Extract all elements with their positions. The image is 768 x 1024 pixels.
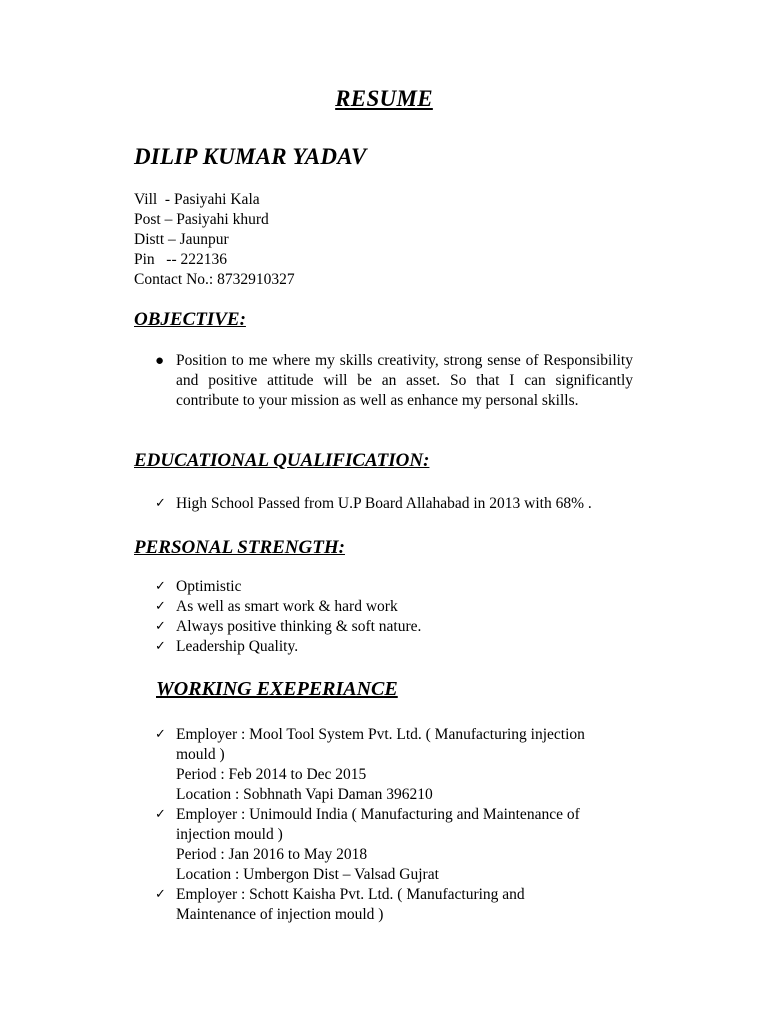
checkmark-icon: ✓	[155, 727, 166, 742]
address-post: Post – Pasiyahi khurd	[134, 211, 269, 228]
strength-list	[155, 577, 421, 657]
strength-item: Leadership Quality.	[176, 638, 299, 655]
education-list	[155, 494, 592, 514]
objective-text: Position to me where my skills creativity, strong sense of Responsibility and positive attitude will be an asset. So that I can significantly contribute to your mission as well as enhance my personal skills.	[176, 352, 633, 409]
employer-line-cont: mould )	[176, 746, 225, 763]
checkmark-icon: ✓	[155, 887, 166, 902]
employer-line-cont: injection mould )	[176, 826, 283, 843]
checkmark-icon: ✓	[155, 579, 166, 594]
period-line: Period : Feb 2014 to Dec 2015	[176, 766, 367, 783]
location-line: Location : Umbergon Dist – Valsad Gujrat	[176, 866, 439, 883]
strength-item: Always positive thinking & soft nature.	[176, 618, 422, 635]
experience-list	[155, 725, 625, 925]
list-item	[155, 597, 421, 617]
address-contact: Contact No.: 8732910327	[134, 271, 295, 288]
checkmark-icon: ✓	[155, 496, 166, 511]
list-item	[155, 885, 625, 925]
experience-heading: WORKING EXEPERIANCE	[156, 678, 398, 700]
objective-heading: OBJECTIVE:	[134, 309, 246, 330]
strength-heading: PERSONAL STRENGTH:	[134, 537, 345, 558]
strength-item: Optimistic	[176, 578, 242, 595]
checkmark-icon: ✓	[155, 807, 166, 822]
period-line: Period : Jan 2016 to May 2018	[176, 846, 368, 863]
address-district: Distt – Jaunpur	[134, 231, 229, 248]
list-item	[155, 805, 625, 885]
candidate-name: DILIP KUMAR YADAV	[134, 144, 367, 169]
checkmark-icon: ✓	[155, 619, 166, 634]
document-title: RESUME	[335, 86, 433, 111]
employer-line: Employer : Mool Tool System Pvt. Ltd. ( Manufacturing injection	[176, 726, 585, 743]
list-item	[155, 577, 421, 597]
list-item	[155, 637, 421, 657]
checkmark-icon: ✓	[155, 599, 166, 614]
round-bullet-icon: ●	[155, 353, 165, 369]
employer-line: Employer : Schott Kaisha Pvt. Ltd. ( Manufacturing and	[176, 886, 525, 903]
list-item	[155, 617, 421, 637]
strength-item: As well as smart work & hard work	[176, 598, 398, 615]
education-heading: EDUCATIONAL QUALIFICATION:	[134, 450, 430, 471]
list-item	[155, 494, 592, 514]
checkmark-icon: ✓	[155, 639, 166, 654]
location-line: Location : Sobhnath Vapi Daman 396210	[176, 786, 433, 803]
list-item	[155, 725, 625, 805]
employer-line: Employer : Unimould India ( Manufacturing and Maintenance of	[176, 806, 580, 823]
employer-line-cont: Maintenance of injection mould )	[176, 906, 384, 923]
address-pin: Pin -- 222136	[134, 251, 227, 268]
address-village: Vill - Pasiyahi Kala	[134, 191, 260, 208]
address-block	[134, 190, 295, 290]
education-item: High School Passed from U.P Board Allahabad in 2013 with 68% .	[176, 495, 592, 512]
